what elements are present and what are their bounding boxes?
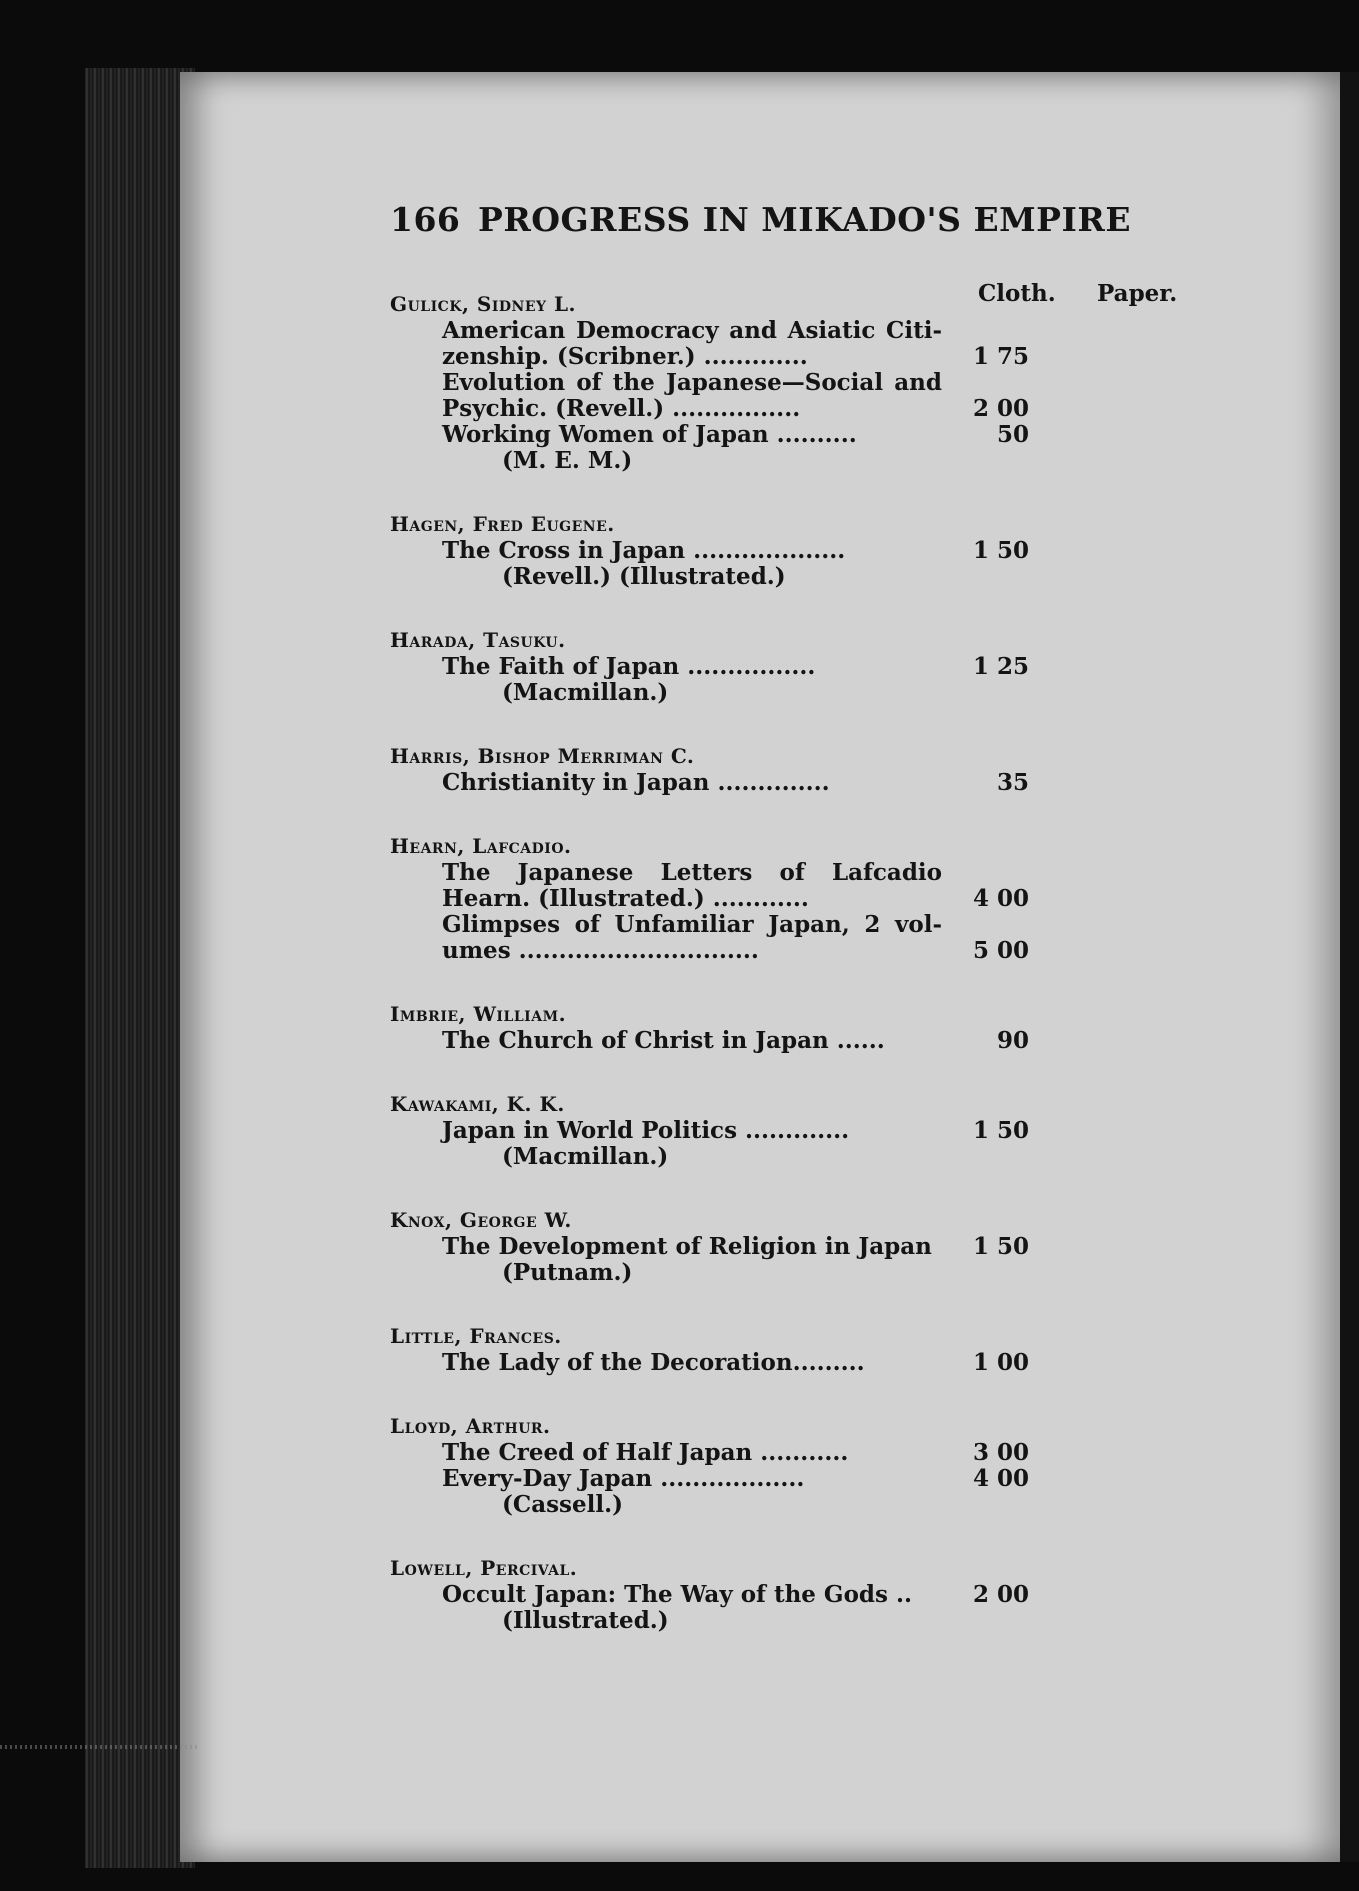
book-title: American Democracy and Asiatic Citi-zenship. (Scribner.) .............	[442, 317, 942, 370]
book-title: The Cross in Japan ...................	[442, 537, 846, 564]
author-heading: Imbrie, William.	[390, 1002, 567, 1026]
author-heading: Kawakami, K. K.	[390, 1092, 565, 1116]
running-title: PROGRESS IN MIKADO'S EMPIRE	[478, 200, 1131, 239]
author-heading: Harris, Bishop Merriman C.	[390, 744, 695, 768]
book-price: 90	[996, 1027, 1029, 1054]
book-price: 5 00	[972, 937, 1029, 964]
author-heading: Gulick, Sidney L.	[390, 292, 577, 316]
book-publisher: (Cassell.)	[502, 1491, 623, 1518]
bibliography-list	[390, 290, 1210, 1634]
book-title: The Faith of Japan ................	[442, 653, 816, 680]
column-header-cloth: Cloth.	[978, 280, 1056, 307]
book-price: 35	[996, 769, 1029, 796]
book-title: The Lady of the Decoration.........	[442, 1349, 865, 1376]
author-heading: Hearn, Lafcadio.	[390, 834, 572, 858]
book-title: The Church of Christ in Japan ......	[442, 1027, 885, 1054]
author-heading: Lloyd, Arthur.	[390, 1414, 551, 1438]
book-title: Every-Day Japan ..................	[442, 1465, 805, 1492]
scan-artifact-strip	[0, 1745, 200, 1749]
book-entry	[442, 911, 1029, 964]
book-entry	[442, 421, 1029, 474]
book-price: 50	[996, 421, 1029, 448]
book-entry	[442, 1233, 1029, 1286]
running-header	[390, 200, 1210, 260]
book-publisher: (Putnam.)	[502, 1259, 633, 1286]
book-spine-edge	[85, 68, 195, 1868]
author-heading: Hagen, Fred Eugene.	[390, 512, 615, 536]
book-title: Japan in World Politics .............	[442, 1117, 850, 1144]
book-title: The Japanese Letters of Lafcadio Hearn. (Illustrated.) ............	[442, 859, 942, 912]
book-title: Occult Japan: The Way of the Gods ..	[442, 1581, 912, 1608]
book-title: Glimpses of Unfamiliar Japan, 2 vol-umes ..............................	[442, 911, 942, 964]
book-entry	[442, 1581, 1029, 1634]
book-title: The Development of Religion in Japan	[442, 1233, 932, 1260]
book-entry	[442, 1117, 1029, 1170]
book-publisher: (Macmillan.)	[502, 679, 669, 706]
book-entry	[442, 1349, 1029, 1376]
book-price: 1 00	[972, 1349, 1029, 1376]
book-title: Christianity in Japan ..............	[442, 769, 830, 796]
book-price: 1 50	[972, 1233, 1029, 1260]
book-entry	[442, 317, 1029, 370]
book-title: Evolution of the Japanese—Social and Psychic. (Revell.) ................	[442, 369, 942, 422]
book-entry	[442, 369, 1029, 422]
book-publisher: (Macmillan.)	[502, 1143, 669, 1170]
author-heading: Harada, Tasuku.	[390, 628, 566, 652]
book-price: 2 00	[972, 395, 1029, 422]
page-number: 166	[390, 200, 461, 239]
book-title: The Creed of Half Japan ...........	[442, 1439, 849, 1466]
book-price: 2 00	[972, 1581, 1029, 1608]
page-content	[390, 200, 1210, 1634]
book-title: Working Women of Japan ..........	[442, 421, 857, 448]
author-heading: Lowell, Percival.	[390, 1556, 578, 1580]
book-entry	[442, 1439, 1029, 1466]
book-entry	[442, 859, 1029, 912]
book-price: 1 25	[972, 653, 1029, 680]
column-header-paper: Paper.	[1097, 280, 1178, 307]
book-entry	[442, 1027, 1029, 1054]
book-entry	[442, 769, 1029, 796]
book-entry	[442, 653, 1029, 706]
book-price: 3 00	[972, 1439, 1029, 1466]
book-price: 1 50	[972, 537, 1029, 564]
page-right-shadow	[1340, 72, 1359, 1862]
book-entry	[442, 537, 1029, 590]
book-entry	[442, 1465, 1029, 1518]
book-publisher: (M. E. M.)	[502, 447, 633, 474]
book-price: 1 50	[972, 1117, 1029, 1144]
book-price: 1 75	[972, 343, 1029, 370]
book-publisher: (Revell.) (Illustrated.)	[502, 563, 786, 590]
book-publisher: (Illustrated.)	[502, 1607, 669, 1634]
book-price: 4 00	[972, 1465, 1029, 1492]
book-price: 4 00	[972, 885, 1029, 912]
author-heading: Little, Frances.	[390, 1324, 562, 1348]
author-heading: Knox, George W.	[390, 1208, 572, 1232]
